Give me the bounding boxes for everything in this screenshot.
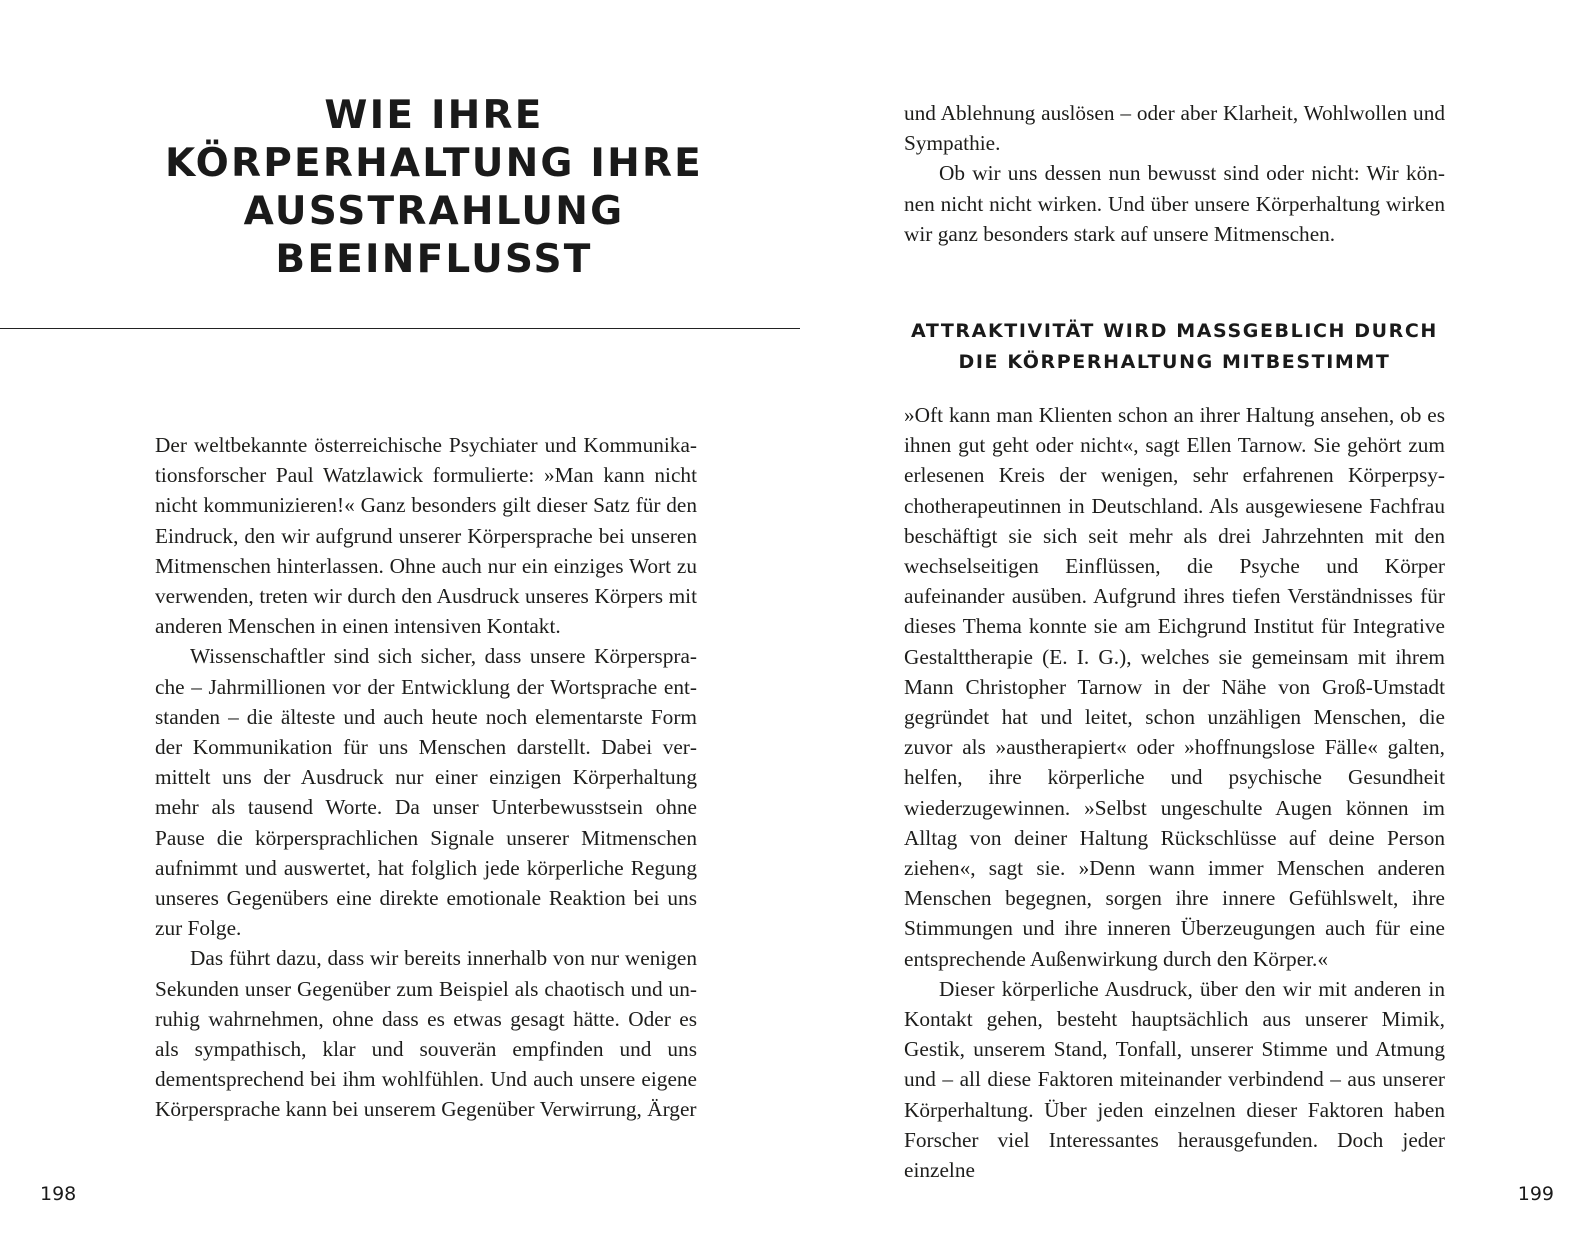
- right-page: [797, 0, 1594, 1240]
- body-paragraph: Der weltbekannte österreichische Psychiater und Kommunikationsforscher Paul Watzlawick formulierte: »Man kann nicht nicht kommunizieren!« Ganz besonders gilt dieser Satz für den Eindruck, den wir aufgrund unserer Körpersprache bei unseren Mitmenschen hinterlassen. Ohne auch nur ein einziges Wort zu verwenden, treten wir durch den Ausdruck unseres Körpers mit anderen Menschen in einen intensiven Kontakt.: [155, 433, 697, 639]
- right-body-text: [904, 400, 1445, 1185]
- body-paragraph: »Oft kann man Klienten schon an ihrer Haltung ansehen, ob es ihnen gut geht oder nicht«, sagt Ellen Tarnow. Sie gehört zum erlesenen Kreis der wenigen, sehr erfahrenen Körperpsychotherapeutinnen in Deutschland. Als ausgewiesene Fachfrau beschäftigt sie sich seit mehr als drei Jahrzehnten mit den wechselseitigen Einflüssen, die Psyche und Körper aufeinander ausüben. Aufgrund ihres tiefen Verständnisses für dieses Thema konnte sie am Eichgrund Institut für Integrative Gestalttherapie (E. I. G.), welches sie gemeinsam mit ihrem Mann Christopher Tarnow in der Nähe von Groß-Umstadt gegründet hat und leitet, schon unzähligen Menschen, die zuvor als »austherapiert« oder »hoffnungslose Fälle« galten, helfen, ihre körperliche und psychische Gesundheit wiederzugewinnen. »Selbst ungeschulte Augen können im Alltag von deiner Haltung Rückschlüsse auf deine Person ziehen«, sagt sie. »Denn wann immer Menschen anderen Menschen begegnen, sorgen ihre innere Gefühlswelt, ihre Stimmungen und ihre inneren Überzeugungen auch für eine entsprechende Außenwirkung durch den Körper.«: [904, 403, 1445, 971]
- chapter-title-line: WIE IHRE: [324, 93, 544, 138]
- page-number: 198: [40, 1183, 77, 1205]
- section-heading-line: DIE KÖRPERHALTUNG MITBESTIMMT: [958, 351, 1391, 373]
- body-paragraph: Wissenschaftler sind sich sicher, dass unsere Körpersprache – Jahrmillionen vor der Entwicklung der Wortsprache entstanden – die älteste und auch heute noch elementarste Form der Kommunikation für uns Menschen darstellt. Dabei vermittelt uns der Ausdruck nur einer einzigen Körperhaltung mehr als tausend Worte. Da unser Unterbewusstsein ohne Pause die körpersprachlichen Signale unserer Mitmenschen aufnimmt und auswertet, hat folglich jede körperliche Regung unseres Gegenübers eine direkte emotionale Reaktion bei uns zur Folge.: [155, 644, 697, 941]
- right-continued-text: [904, 98, 1445, 249]
- left-body-text: [155, 430, 697, 1125]
- body-paragraph: und Ablehnung auslösen – oder aber Klarheit, Wohlwollen und Sympathie.: [904, 101, 1445, 156]
- body-paragraph: Das führt dazu, dass wir bereits innerhalb von nur wenigen Sekunden unser Gegenüber zum Beispiel als chaotisch und unruhig wahrnehmen, ohne dass es etwas gesagt hätte. Oder es als sympathisch, klar und souverän empfinden und uns dementsprechend bei ihm wohlfühlen. Und auch unsere eigene Körpersprache kann bei unserem Gegenüber Verwirrung, Ärger: [155, 946, 697, 1122]
- section-heading-line: ATTRAKTIVITÄT WIRD MASSGEBLICH DURCH: [911, 320, 1438, 342]
- body-paragraph: Ob wir uns dessen nun bewusst sind oder nicht: Wir können nicht nicht wirken. Und über unsere Körperhaltung wirken wir ganz besonders stark auf unsere Mitmenschen.: [904, 161, 1445, 246]
- chapter-title-line: AUSSTRAHLUNG: [243, 189, 625, 234]
- chapter-title-line: BEEINFLUSST: [275, 237, 593, 282]
- page-number: 199: [1517, 1183, 1554, 1205]
- body-paragraph: Dieser körperliche Ausdruck, über den wir mit anderen in Kontakt gehen, besteht hauptsächlich aus unserer Mimik, Gestik, unserem Stand, Tonfall, unserer Stimme und Atmung und – all diese Faktoren miteinander verbindend – aus unserer Körperhaltung. Über jeden einzelnen dieser Faktoren haben Forscher viel Interessantes herausgefunden. Doch jeder einzelne: [904, 976, 1445, 1183]
- chapter-title-line: KÖRPERHALTUNG IHRE: [164, 141, 704, 186]
- title-divider: [0, 328, 800, 329]
- chapter-title: [120, 92, 748, 284]
- section-heading: [904, 316, 1445, 378]
